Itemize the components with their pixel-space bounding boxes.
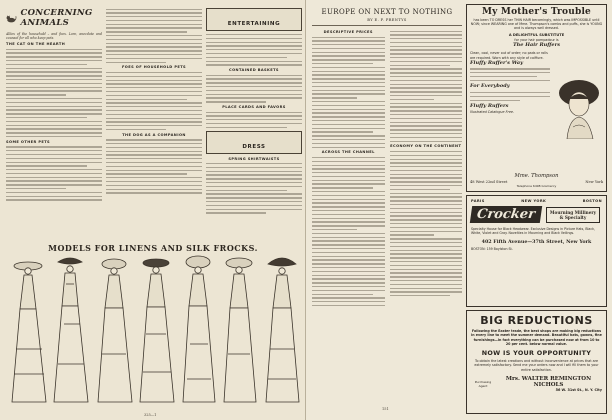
- woman-portrait-illustration: [553, 77, 601, 139]
- left-column-3: [206, 6, 302, 216]
- advertisements-column: [466, 4, 607, 416]
- col2-body-2: [106, 72, 202, 130]
- article-byline: BY E. P. PRENTYS: [367, 18, 407, 22]
- ad-big-reductions: [466, 310, 607, 414]
- dress-body: [206, 163, 302, 214]
- article-title: EUROPE ON NEXT TO NOTHING: [321, 8, 453, 16]
- crocker-logo: Crocker: [470, 206, 542, 223]
- col1-body-1: [6, 49, 102, 138]
- ad-crocker-cities: [471, 199, 602, 203]
- right-page: [306, 0, 612, 420]
- ad-mothers-sub3: The Hair Ruffers: [512, 42, 561, 49]
- ad-mothers-phone: Telephone 6498 Gramercy: [516, 184, 557, 188]
- article-column-1: [312, 28, 385, 309]
- ad-crocker: [466, 195, 607, 307]
- ad-crocker-copy: Specialty House for Black Headwear. Exclusive Designs in Picture Hats, Black, White, Violet and Gray. Novelties in Mourning and Black Veilings.: [471, 227, 595, 236]
- ad-crocker-city-1: PARIS: [471, 199, 485, 203]
- section-intro: Allies of the household – and foes. Lore, anecdote and counsel for all who keep pets.: [6, 32, 102, 41]
- fashion-figure-7: [266, 258, 299, 402]
- left-folio: 325—1: [144, 413, 157, 417]
- ad-mothers-for-everybody: For Everybody: [470, 83, 510, 90]
- entertaining-body-3: [206, 112, 302, 128]
- ad-reductions-opportunity: NOW IS YOUR OPPORTUNITY: [481, 349, 592, 358]
- article-subhead-2: ACROSS THE CHANNEL: [321, 150, 375, 155]
- col1-subhead-2: SOME OTHER PETS: [6, 139, 51, 144]
- ad-reductions-address: 56 W. 31st St., N. Y. City: [555, 388, 602, 393]
- ad-mothers-left-copy: [470, 51, 550, 114]
- fashion-figure-5: [183, 256, 215, 402]
- ad-mothers-street: 48 West 22nd Street: [470, 180, 508, 184]
- ad-mothers-line-a: Clean, cool, never out of order; no pads or rolls are required. Worn with any style of coiffure.: [470, 51, 548, 60]
- left-column-2: [106, 6, 202, 216]
- col2-body-3: [106, 139, 202, 193]
- ad-mothers-city: New York: [585, 180, 603, 184]
- ad-crocker-address: 402 Fifth Avenue—37th Street, New York: [481, 238, 592, 245]
- left-column-1: [6, 6, 102, 216]
- ad-reductions-body: Following the Easter trade, the best shops are making big reductions in every line to meet the summer demand. Beautiful hats, gowns, fine furnishings—in fact everything can be purchased now at from 10 to 20 per cent. below normal value.: [471, 329, 602, 346]
- ad-reductions-title: Purchasing Agent: [474, 380, 492, 389]
- col1-subhead-1: THE CAT ON THE HEARTH: [6, 42, 66, 47]
- section-title: CONCERNING ANIMALS: [20, 8, 93, 28]
- dress-header: DRESS: [206, 131, 302, 154]
- ad-mothers-illustrated: Illustrated Catalogue Free.: [470, 110, 514, 115]
- ad-mothers-sub1: A DELIGHTFUL SUBSTITUTE: [508, 32, 565, 37]
- ad-crocker-city-3: BOSTON: [582, 199, 602, 203]
- entertaining-body-1: [206, 34, 302, 66]
- col2-body-1: [106, 9, 202, 63]
- entertaining-body-2: [206, 75, 302, 103]
- fashion-figures-illustration: [6, 254, 300, 406]
- ad-reductions-headline: BIG REDUCTIONS: [480, 314, 593, 327]
- fashion-figure-4: [140, 259, 174, 402]
- ad-crocker-city-2: NEW YORK: [521, 199, 547, 203]
- article-column-2: [390, 28, 463, 309]
- col1-body-2: [6, 146, 102, 200]
- ad-reductions-body2: To obtain the latest creations and without inconvenience at prices that are extremely satisfactory. Send me your orders now and I will fill them to your entire satisfaction.: [474, 359, 599, 372]
- ad-mothers-title: My Mother's Trouble: [482, 7, 591, 17]
- europe-article: [312, 6, 462, 414]
- cat-illustration-icon: [6, 12, 17, 25]
- mourning-millinery-badge: Mourning Millinery & Specialty: [546, 207, 600, 223]
- ad-mothers-sub2: for your hair pompadour is: [514, 38, 559, 43]
- ad-mothers-fluffy1: Fluffy Ruffer's Way: [470, 59, 524, 66]
- article-subhead-3: ECONOMY ON THE CONTINENT: [390, 144, 462, 149]
- col2-subhead-2: THE DOG AS A COMPANION: [122, 132, 186, 137]
- fashion-figure-6: [224, 258, 256, 402]
- fashion-figure-1: [12, 262, 46, 402]
- ad-crocker-boston: BOSTON: 159 Boylston St.: [471, 246, 513, 251]
- ad-reductions-signature: Mrs. WALTER REMINGTON NICHOLS: [505, 376, 592, 389]
- entertaining-header: ENTERTAINING: [206, 8, 302, 31]
- ad-mothers-lead: has been TO DRESS her THIN HAIR becomingly, which was IMPOSSIBLE until NOW; since WEARING one of Mme. Thompson's combs and puffs, she is YOUNG and is always well dressed.: [470, 18, 603, 31]
- ad-mothers-fluffy2: Fluffy Ruffers: [470, 103, 509, 110]
- col2-subhead-1: FOES OF HOUSEHOLD PETS: [121, 65, 187, 70]
- models-title: MODELS FOR LINENS AND SILK FROCKS.: [48, 243, 258, 253]
- dress-subhead-1: SPRING SHIRTWAISTS: [228, 156, 280, 161]
- ad-mothers-proprietor: Mme. Thompson: [514, 173, 559, 179]
- right-folio: 151: [382, 407, 389, 411]
- fashion-figure-3: [98, 259, 132, 402]
- concerning-animals-header: [6, 6, 102, 30]
- ad-mothers-trouble: [466, 4, 607, 192]
- entertaining-subhead-1: CONTAINED BASKETS: [229, 68, 279, 73]
- fashion-figure-2: [54, 258, 88, 402]
- entertaining-subhead-2: PLACE CARDS AND FAVORS: [222, 105, 286, 110]
- article-subhead-1: DESCRIPTIVE PRICES: [323, 30, 373, 34]
